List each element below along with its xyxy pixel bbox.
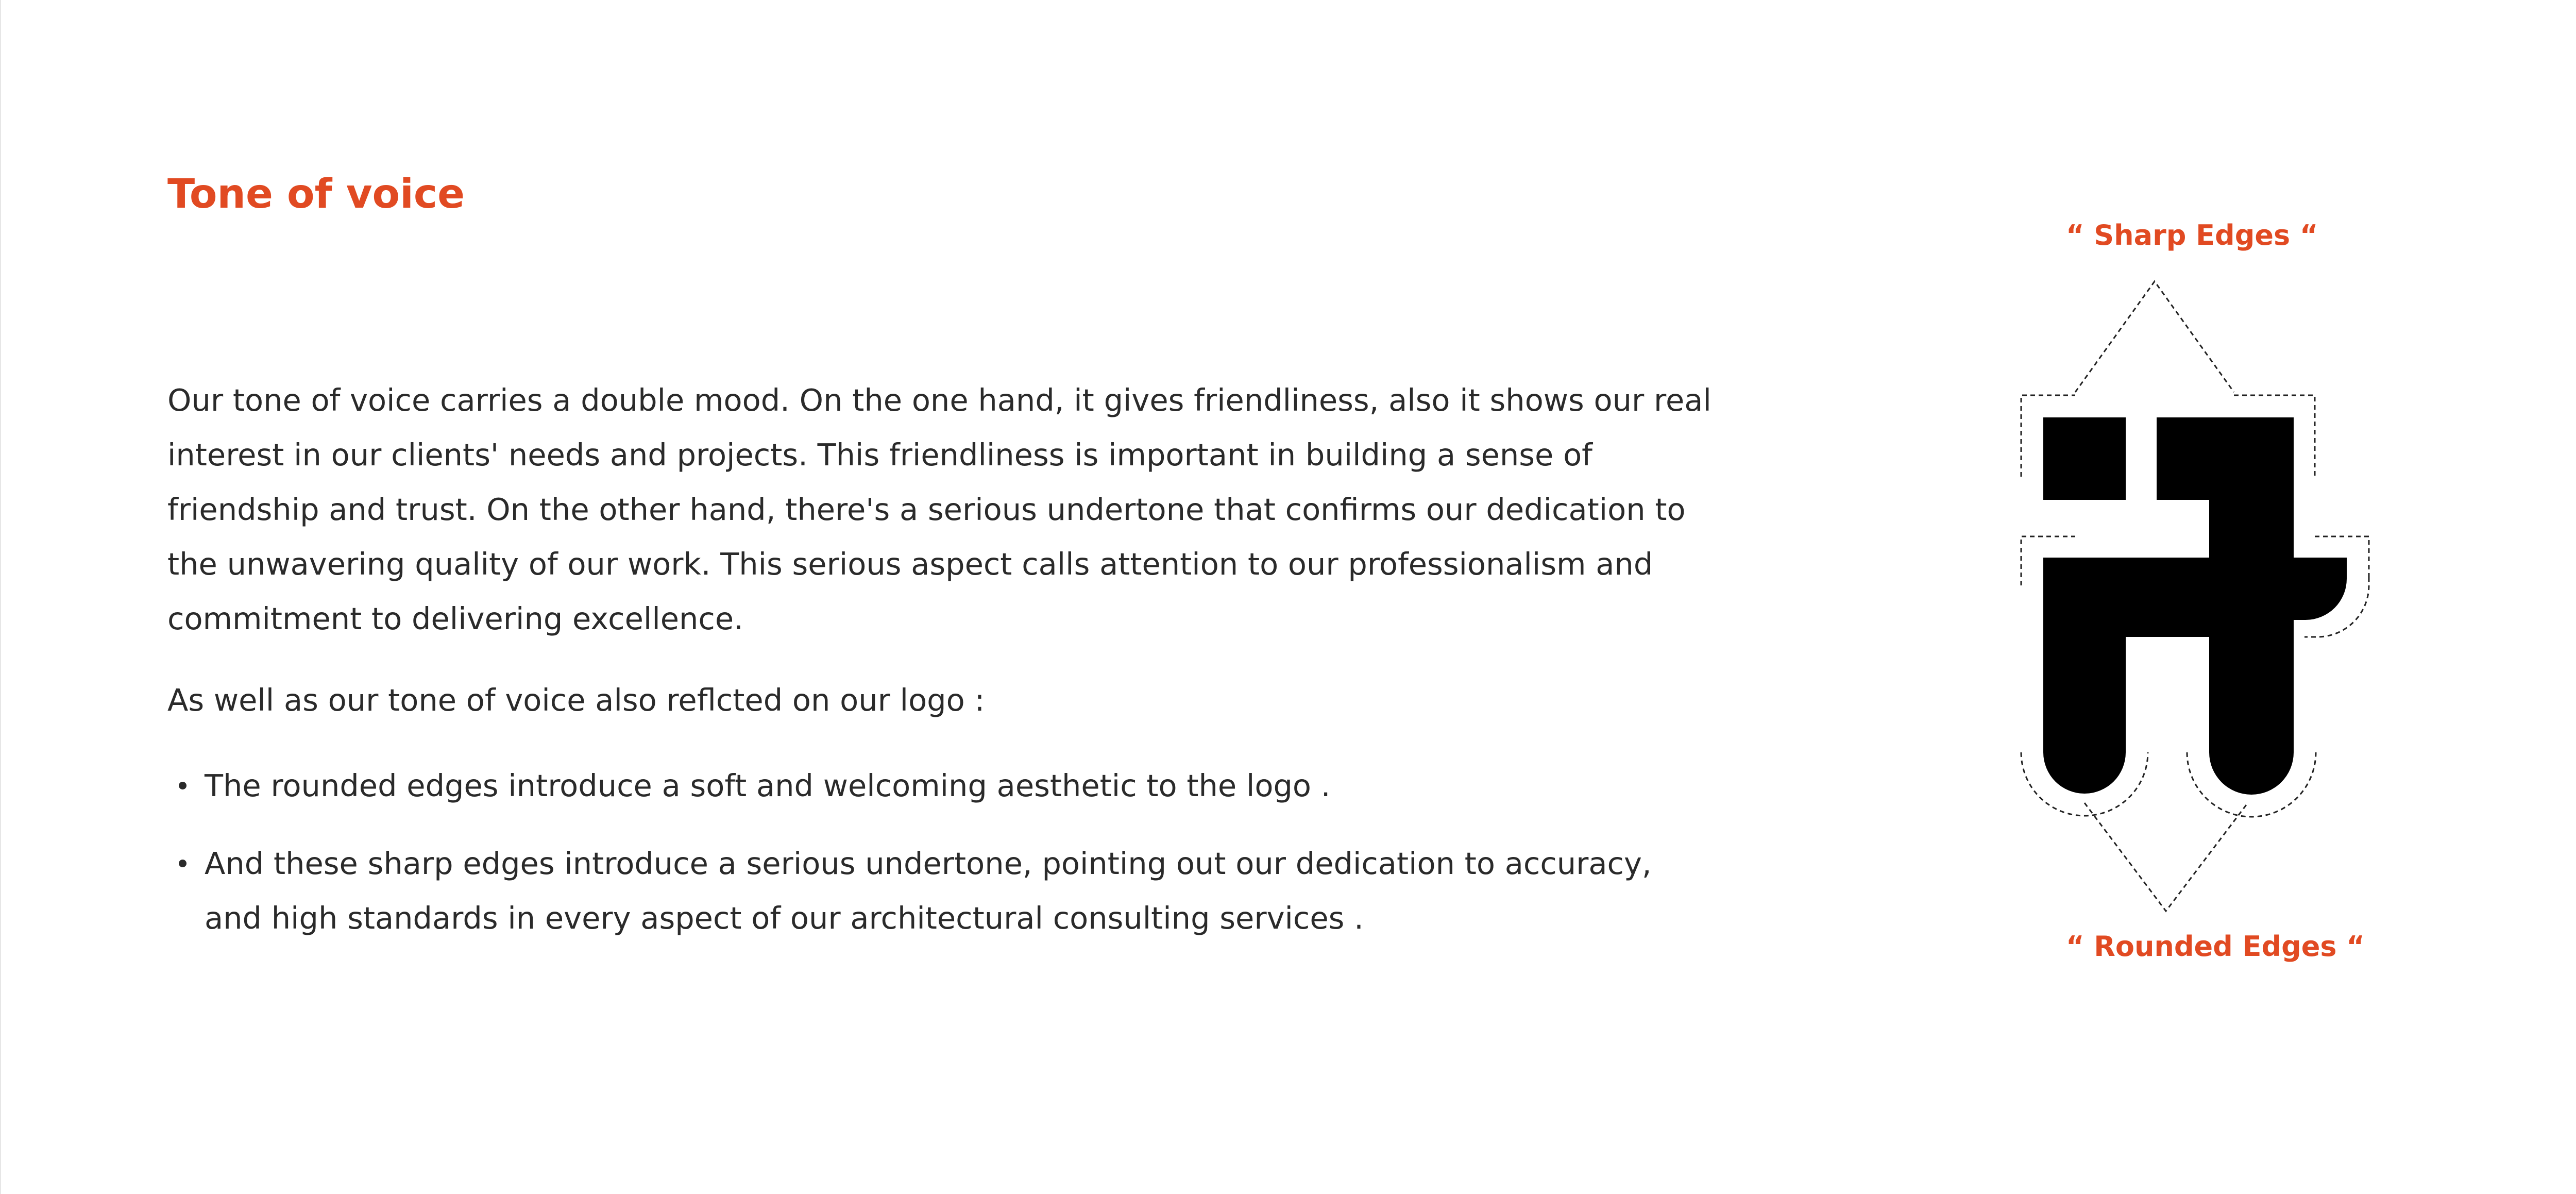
- logo-edges-figure: [1999, 216, 2401, 979]
- bullet-dot-icon: [179, 860, 187, 867]
- rounded-apex-lines: [2084, 803, 2248, 911]
- content-body: [167, 373, 1718, 969]
- sharp-apex-lines: [2075, 281, 2234, 392]
- logo-mark-icon: [2043, 417, 2347, 795]
- bullet-list: [167, 759, 1718, 946]
- logo-diagram: [1999, 216, 2401, 979]
- list-item: [205, 759, 1718, 813]
- rounded-edges-label: “ Rounded Edges “: [2066, 930, 2365, 963]
- logo-intro-text: As well as our tone of voice also reflcted on our logo :: [167, 682, 985, 718]
- bullet-text-rounded: The rounded edges introduce a soft and welcoming aesthetic to the logo .: [205, 768, 1331, 803]
- sharp-edges-label: “ Sharp Edges “: [2066, 219, 2318, 251]
- bullet-text-sharp: And these sharp edges introduce a serious undertone, pointing out our dedication to accuracy, and high standards in every aspect of our architectural consulting services .: [205, 846, 1652, 936]
- logo-square-block: [2043, 417, 2126, 500]
- tone-paragraph: Our tone of voice carries a double mood. On the one hand, it gives friendliness, also it shows our real interest in our clients' needs and projects. This friendliness is important in building a sense of friendship and trust. On the other hand, there's a serious undertone that confirms our dedication to the unwavering quality of our work. This serious aspect calls attention to our professionalism and commitment to delivering excellence.: [167, 382, 1711, 636]
- list-item: [205, 836, 1718, 946]
- page-edge-divider: [0, 0, 1, 1194]
- bullet-dot-icon: [179, 782, 187, 789]
- page-title: Tone of voice: [167, 171, 465, 217]
